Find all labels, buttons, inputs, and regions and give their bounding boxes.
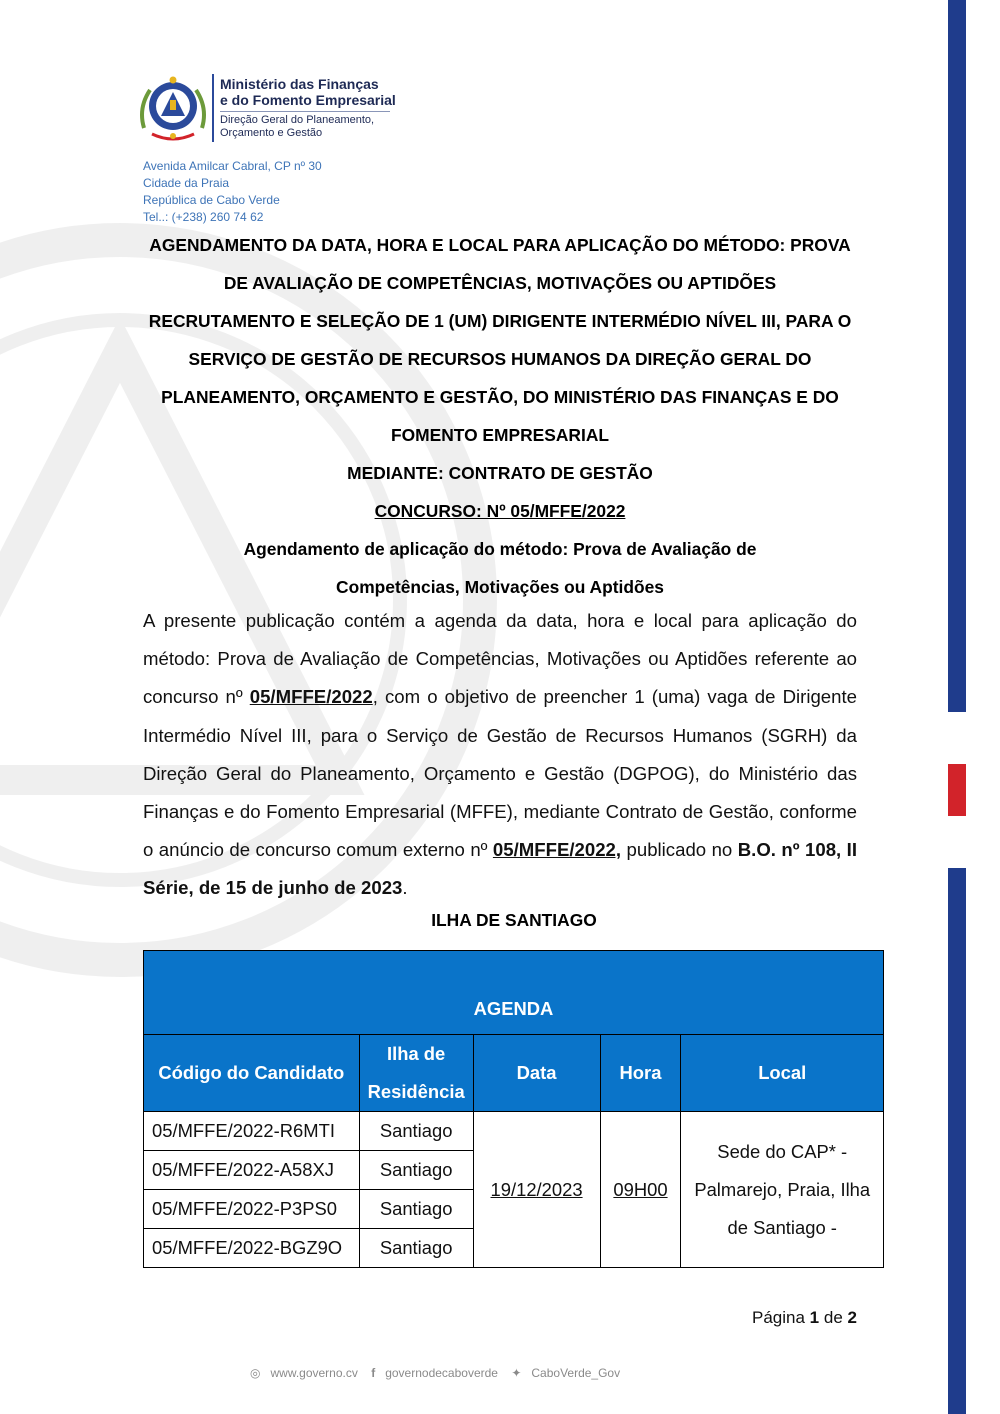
address-block	[143, 158, 322, 226]
column-header-time: Hora	[600, 1035, 681, 1112]
address-line: República de Cabo Verde	[143, 193, 280, 207]
direction-line-2: Orçamento e Gestão	[220, 127, 323, 139]
body-text-part: publicado no	[621, 839, 738, 861]
footer-website[interactable]: www.governo.cv	[270, 1366, 358, 1380]
concurso-code: 05/MFFE/2022,	[492, 839, 622, 861]
ministry-divider	[220, 111, 390, 112]
column-header-island: Ilha de Residência	[359, 1035, 473, 1112]
island-heading: ILHA DE SANTIAGO	[431, 910, 597, 930]
exam-location: Sede do CAP* - Palmarejo, Praia, Ilha de Santiago -	[681, 1112, 884, 1268]
direction-name	[220, 114, 374, 140]
mediante-line: MEDIANTE: CONTRATO DE GESTÃO	[347, 463, 653, 483]
concurso-number: CONCURSO: Nº 05/MFFE/2022	[374, 501, 626, 521]
body-paragraph	[143, 602, 857, 908]
candidate-island: Santiago	[359, 1190, 473, 1229]
title-line: DE AVALIAÇÃO DE COMPETÊNCIAS, MOTIVAÇÕES OU APTIDÕES	[223, 273, 777, 293]
ministry-line-2: e do Fomento Empresarial	[220, 92, 396, 108]
body-text-part: A presente publicação contém a agenda da data, hora e local para aplicação do método: Prova de Avaliação de Competências, Motivações ou Aptidões referente ao concurso nº	[143, 610, 857, 708]
side-bar-red	[948, 764, 966, 816]
globe-icon: ◎	[250, 1366, 261, 1380]
table-row	[144, 1112, 884, 1151]
title-line: RECRUTAMENTO E SELEÇÃO DE 1 (UM) DIRIGENTE INTERMÉDIO NÍVEL III, PARA O	[148, 311, 852, 331]
subtitle-line-2: Competências, Motivações ou Aptidões	[336, 577, 664, 597]
title-line: SERVIÇO DE GESTÃO DE RECURSOS HUMANOS DA DIREÇÃO GERAL DO	[188, 349, 812, 369]
agenda-table	[143, 950, 884, 1268]
concurso-code: 05/MFFE/2022	[249, 686, 373, 708]
address-line: Tel..: (+238) 260 74 62	[143, 210, 264, 224]
logo-divider	[212, 74, 214, 142]
page-number	[700, 1308, 857, 1328]
column-header-date: Data	[473, 1035, 600, 1112]
subtitle-line-1: Agendamento de aplicação do método: Prova de Avaliação de	[243, 539, 757, 559]
exam-date: 19/12/2023	[473, 1112, 600, 1268]
title-line: FOMENTO EMPRESARIAL	[390, 425, 610, 445]
address-line: Avenida Amilcar Cabral, CP nº 30	[143, 159, 322, 173]
page-label: Página	[752, 1308, 805, 1327]
direction-line-1: Direção Geral do Planeamento,	[220, 114, 375, 126]
page-total: 2	[847, 1308, 857, 1327]
table-header-row	[144, 1035, 884, 1112]
cabo-verde-emblem-logo	[134, 72, 212, 144]
candidate-code: 05/MFFE/2022-P3PS0	[144, 1190, 360, 1229]
column-header-local: Local	[681, 1035, 884, 1112]
page-of: de	[823, 1308, 843, 1327]
body-text-part: .	[402, 877, 408, 899]
exam-time: 09H00	[600, 1112, 681, 1268]
footer	[250, 1366, 630, 1380]
column-header-code: Código do Candidato	[144, 1035, 360, 1112]
candidate-island: Santiago	[359, 1112, 473, 1151]
candidate-code: 05/MFFE/2022-BGZ9O	[144, 1229, 360, 1268]
candidate-island: Santiago	[359, 1229, 473, 1268]
address-line: Cidade da Praia	[143, 176, 230, 190]
side-bar-blue-top	[948, 0, 966, 712]
agenda-title: AGENDA	[144, 951, 884, 1035]
candidate-island: Santiago	[359, 1151, 473, 1190]
footer-facebook[interactable]: governodecaboverde	[385, 1366, 498, 1380]
boletim-reference: B.O. nº 108, II Série, de 15 de junho de 2023	[143, 839, 857, 899]
candidate-code: 05/MFFE/2022-A58XJ	[144, 1151, 360, 1190]
facebook-icon: f	[371, 1366, 376, 1380]
document-title	[140, 226, 860, 606]
footer-twitter[interactable]: CaboVerde_Gov	[531, 1366, 621, 1380]
body-text-part: , com o objetivo de preencher 1 (uma) vaga de Dirigente Intermédio Nível III, para o Serviço de Gestão de Recursos Humanos (SGRH) da Direção Geral do Planeamento, Orçamento e Gestão (DGPOG), do Ministério das Finanças e do Fomento Empresarial (MFFE), mediante Contrato de Gestão, conforme o anúncio de concurso comum externo nº	[143, 686, 857, 861]
ministry-line-1: Ministério das Finanças	[220, 76, 379, 92]
title-line: AGENDAMENTO DA DATA, HORA E LOCAL PARA APLICAÇÃO DO MÉTODO: PROVA	[149, 235, 851, 255]
candidate-code: 05/MFFE/2022-R6MTI	[144, 1112, 360, 1151]
title-line: PLANEAMENTO, ORÇAMENTO E GESTÃO, DO MINISTÉRIO DAS FINANÇAS E DO	[161, 387, 839, 407]
twitter-icon: ✦	[511, 1366, 522, 1380]
side-bar-blue-bottom	[948, 868, 966, 1414]
table-title-row	[144, 951, 884, 1035]
ministry-name	[220, 76, 396, 108]
page-current: 1	[809, 1308, 820, 1327]
